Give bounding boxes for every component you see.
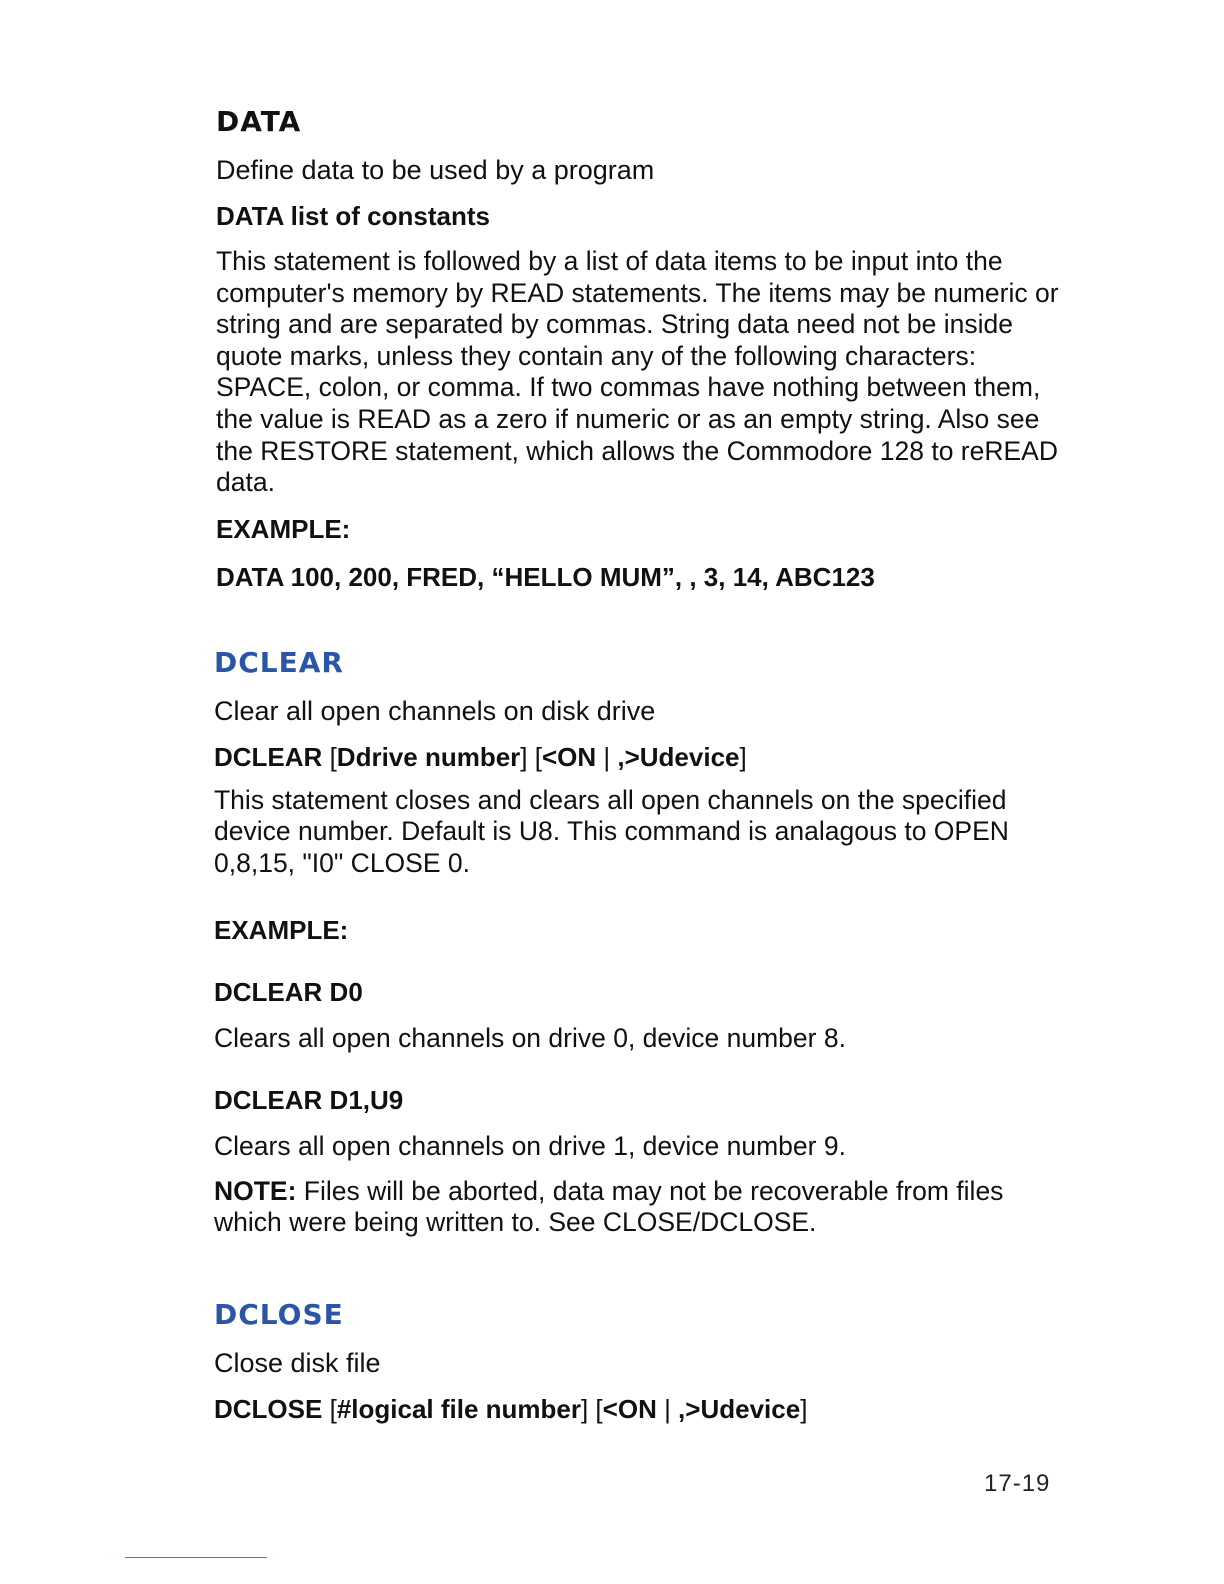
- dclear-note-label: NOTE:: [214, 1175, 297, 1206]
- data-example-label: EXAMPLE:: [216, 513, 351, 544]
- dclear-example-label: EXAMPLE:: [214, 914, 349, 945]
- dclear-syntax-arg-drive: Ddrive number: [336, 741, 521, 772]
- dclear-syntax-bracket-mid: ] [: [520, 741, 542, 772]
- data-keyword-heading: DATA: [216, 105, 302, 138]
- dclear-note-text: Files will be aborted, data may not be recoverable from files which were being written to. See CLOSE/DCLOSE.: [214, 1175, 1004, 1238]
- dclose-keyword-heading: DCLOSE: [214, 1297, 344, 1331]
- dclear-syntax-bracket-open: [: [329, 741, 337, 772]
- data-description: This statement is followed by a list of data items to be input into the computer's memory by READ statements. The items may be numeric or string and are separated by commas. String data need not be inside quote marks, unless they contain any of the following characters: SPACE, colon, or comma. If two commas have nothing between them, the value is READ as a zero if numeric or as an empty string. Also see the RESTORE statement, which allows the Commodore 128 to reREAD data.: [216, 246, 1059, 498]
- dclose-syntax: [214, 1389, 1066, 1429]
- dclose-section: [216, 1295, 1066, 1429]
- dclear-summary: Clear all open channels on disk drive: [214, 695, 656, 726]
- dclose-syntax-arg-file: #logical file number: [336, 1393, 581, 1424]
- dclear-syntax-bracket-close: ]: [739, 741, 747, 772]
- dclear-note: [214, 1176, 1066, 1239]
- dclear-example-2-description: Clears all open channels on drive 1, device number 9.: [214, 1130, 846, 1161]
- dclose-summary: Close disk file: [214, 1347, 381, 1378]
- dclear-section: [216, 643, 1066, 1239]
- dclose-syntax-bracket-open: [: [329, 1393, 337, 1424]
- dclear-syntax-pipe: |: [596, 741, 618, 772]
- page-number: 17-19: [984, 1470, 1051, 1497]
- dclose-syntax-arg-device: ,>Udevice: [678, 1393, 801, 1424]
- dclear-keyword-heading: DCLEAR: [214, 645, 344, 679]
- dclear-example-1-description: Clears all open channels on drive 0, device number 8.: [214, 1022, 846, 1053]
- data-example: DATA 100, 200, FRED, “HELLO MUM”, , 3, 14, ABC123: [216, 561, 875, 592]
- data-section: [216, 102, 1066, 597]
- dclose-syntax-pipe: |: [656, 1393, 679, 1424]
- dclear-syntax: [214, 737, 1066, 777]
- dclear-syntax-arg-device: ,>Udevice: [617, 741, 740, 772]
- dclear-example-2: DCLEAR D1,U9: [214, 1084, 404, 1115]
- dclose-syntax-bracket-mid: ] [: [580, 1393, 603, 1424]
- dclose-syntax-on: <ON: [602, 1393, 657, 1424]
- dclear-syntax-on: <ON: [541, 741, 597, 772]
- manual-page: [216, 100, 1066, 1429]
- data-summary: Define data to be used by a program: [216, 155, 655, 185]
- dclose-syntax-command: DCLOSE: [214, 1393, 330, 1424]
- footer-rule: [125, 1557, 267, 1558]
- dclear-description: This statement closes and clears all open channels on the specified device number. Default is U8. This command is analagous to OPEN 0,8,15, "I0" CLOSE 0.: [214, 784, 1009, 878]
- data-syntax: DATA list of constants: [216, 201, 490, 231]
- dclose-syntax-bracket-close: ]: [800, 1393, 808, 1424]
- dclear-example-1: DCLEAR D0: [214, 976, 363, 1007]
- dclear-syntax-command: DCLEAR: [214, 741, 330, 772]
